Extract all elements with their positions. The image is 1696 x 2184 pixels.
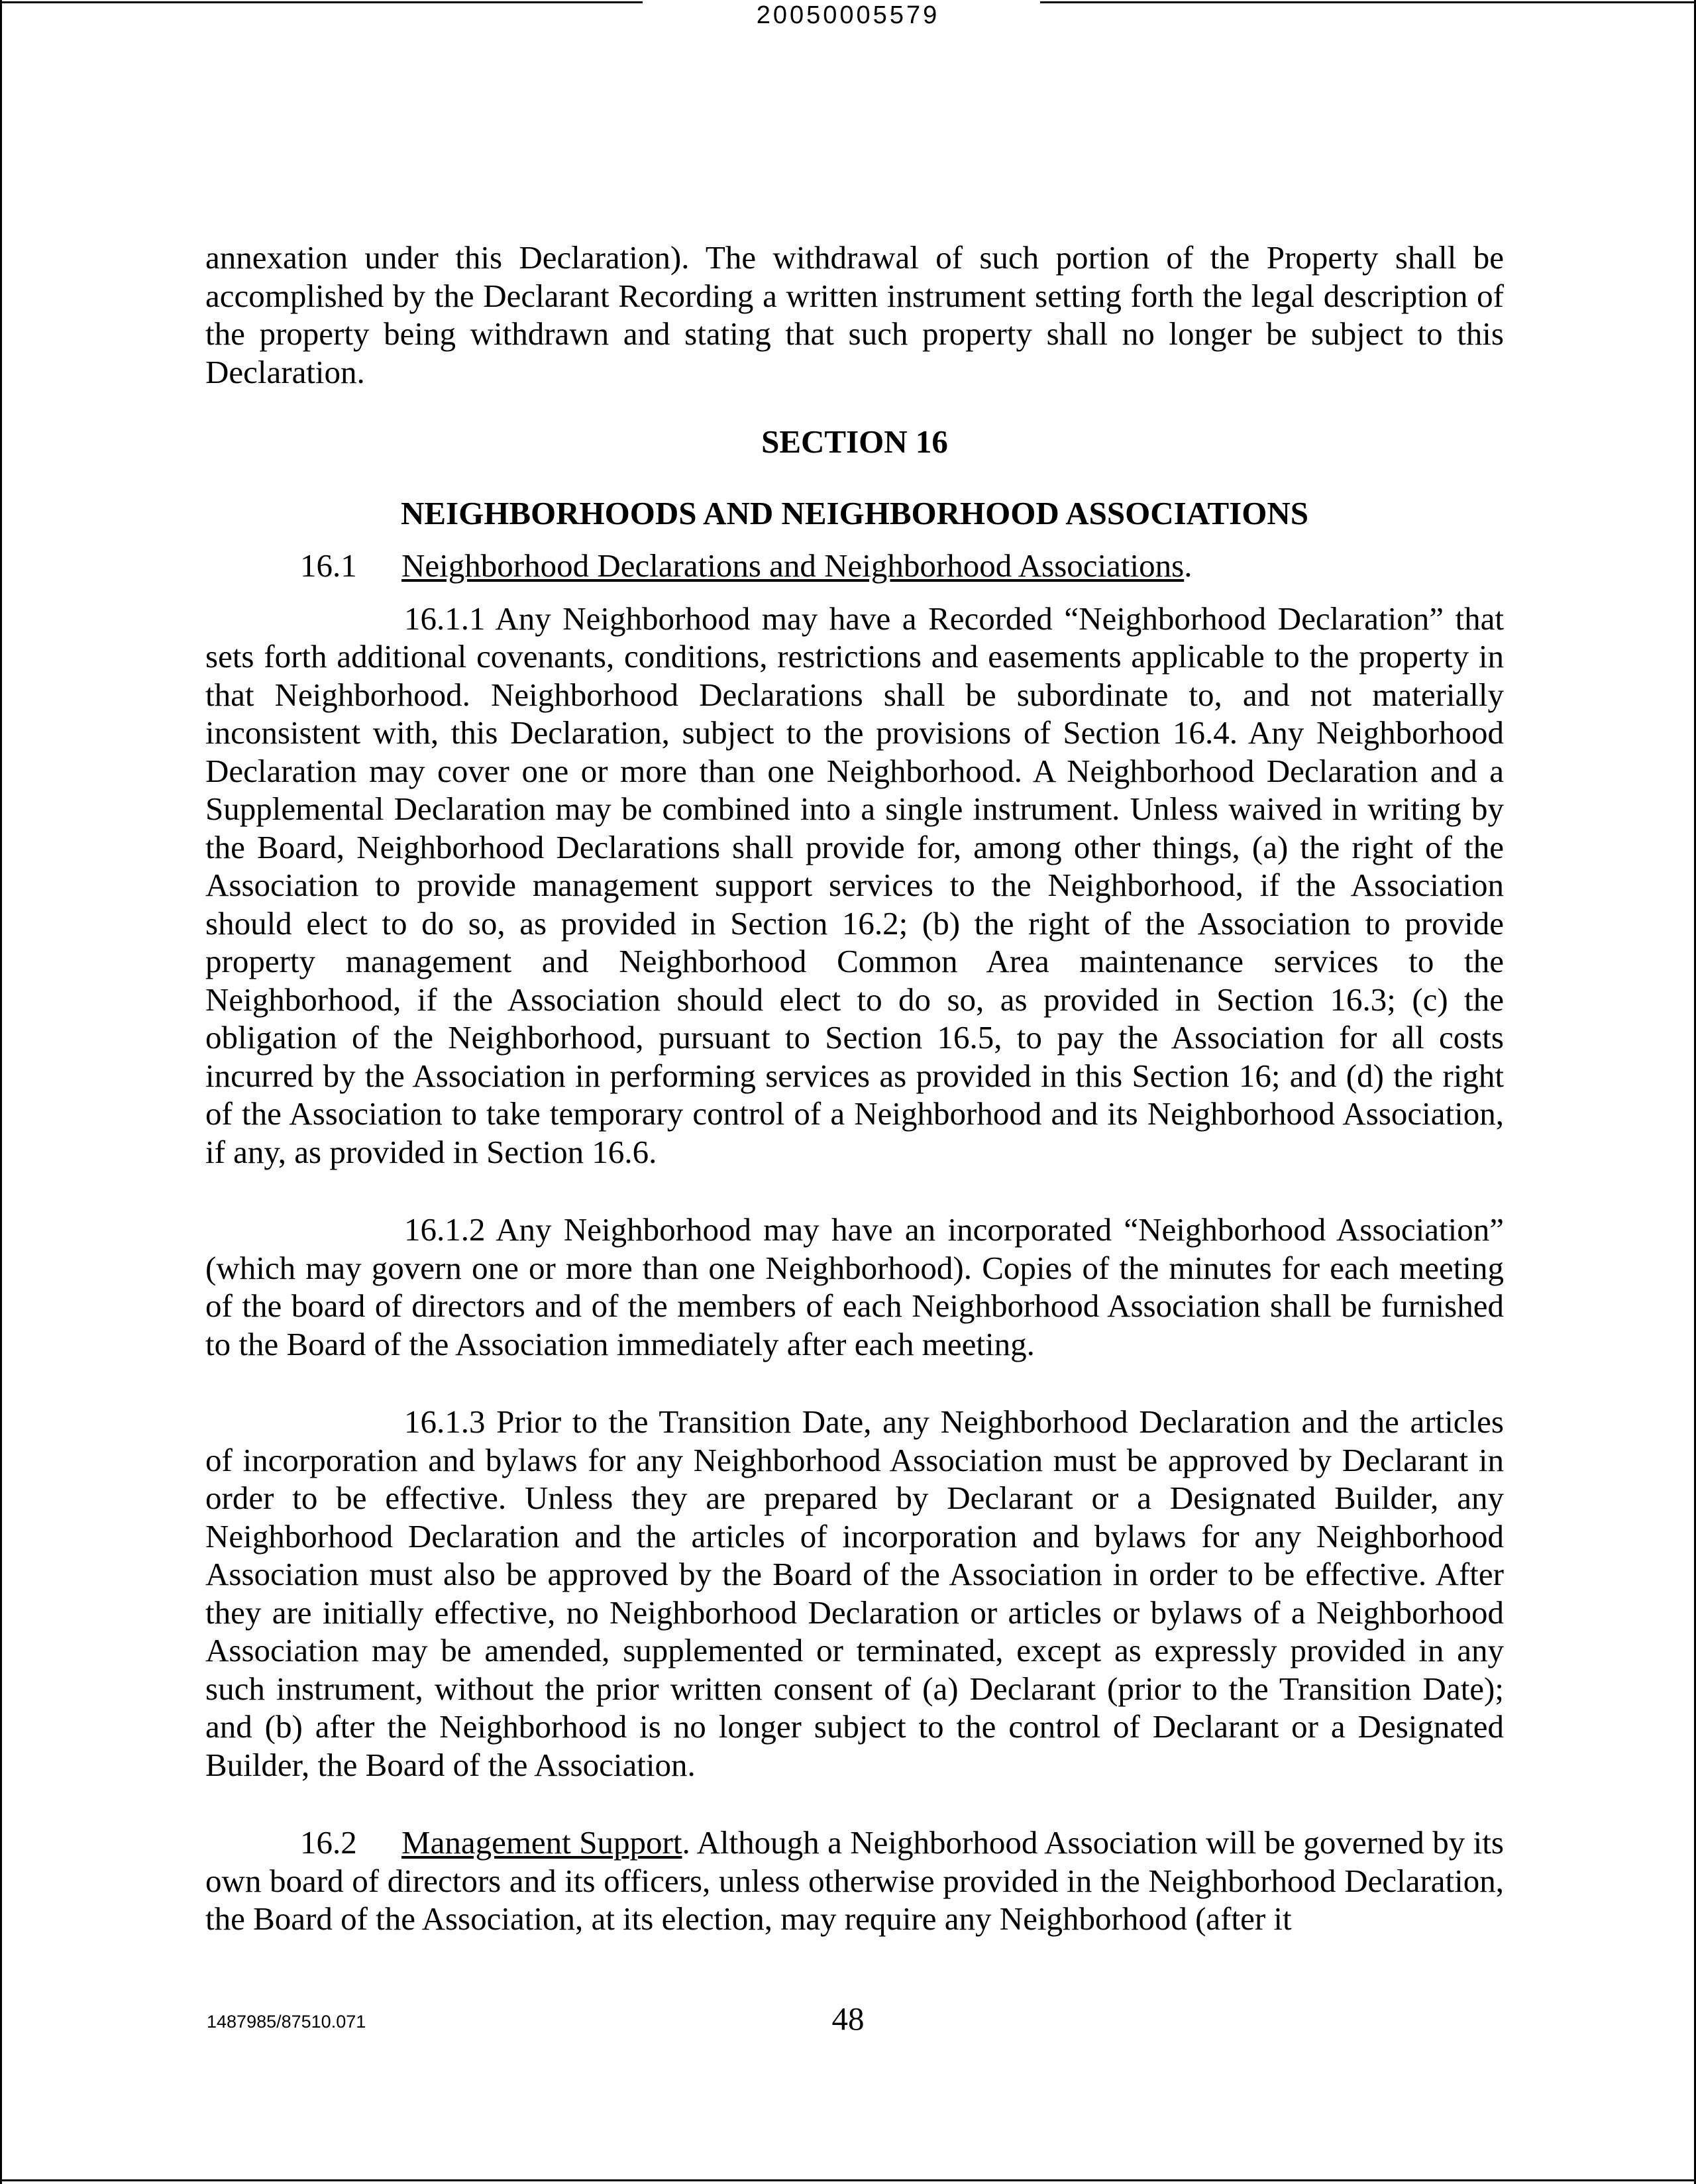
subsection-number: 16.1 <box>300 547 357 584</box>
scan-border-left <box>0 0 2 2184</box>
page-number: 48 <box>831 2000 865 2037</box>
page-body <box>205 239 1504 1938</box>
footer-document-id: 1487985/87510.071 <box>207 2012 366 2032</box>
heading-period: . <box>1184 547 1192 584</box>
paragraph-16-2-text: . Although a Neighborhood Association will be governed by its own board of directors and its officers, unless otherwise provided in the Neighborhood Declaration, the Board of the Association, at its election, may require any Neighborhood (after it <box>205 1824 1504 1937</box>
section-title: NEIGHBORHOODS AND NEIGHBORHOOD ASSOCIATIONS <box>400 494 1308 531</box>
paragraph-16-1-3: 16.1.3 Prior to the Transition Date, any Neighborhood Declaration and the articles of incorporation and bylaws for any Neighborhood Association must be approved by Declarant in order to be effective. Unless they are prepared by Declarant or a Designated Builder, any Neighborhood Declaration and the articles of incorporation and bylaws for any Neighborhood Association must also be approved by the Board of the Association in order to be effective. After they are initially effective, no Neighborhood Declaration or articles or bylaws of a Neighborhood Association may be amended, supplemented or terminated, except as expressly provided in any such instrument, without the prior written consent of (a) Declarant (prior to the Transition Date); and (b) after the Neighborhood is no longer subject to the control of Declarant or a Designated Builder, the Board of the Association. <box>205 1403 1504 1783</box>
subsection-title: Neighborhood Declarations and Neighborhood Associations <box>401 547 1185 584</box>
recording-number: 20050005579 <box>756 1 940 29</box>
scan-border-bottom <box>0 2179 1696 2181</box>
paragraph-16-2 <box>205 1824 1504 1938</box>
subsection-title: Management Support <box>401 1824 682 1861</box>
intro-paragraph: annexation under this Declaration). The withdrawal of such portion of the Property shall be accomplished by the Declarant Recording a written instrument setting forth the legal description of the property being withdrawn and stating that such property shall no longer be subject to this Declaration. <box>205 239 1504 390</box>
subsection-16-1-heading <box>205 547 1504 585</box>
section-number: SECTION 16 <box>761 423 948 460</box>
paragraph-16-1-1: 16.1.1 Any Neighborhood may have a Recorded “Neighborhood Declaration” that sets forth additional covenants, conditions, restrictions and easements applicable to the property in that Neighborhood. Neighborhood Declarations shall be subordinate to, and not materially inconsistent with, this Declaration, subject to the provisions of Section 16.4. Any Neighborhood Declaration may cover one or more than one Neighborhood. A Neighborhood Declaration and a Supplemental Declaration may be combined into a single instrument. Unless waived in writing by the Board, Neighborhood Declarations shall provide for, among other things, (a) the right of the Association to provide management support services to the Neighborhood, if the Association should elect to do so, as provided in Section 16.2; (b) the right of the Association to provide property management and Neighborhood Common Area maintenance services to the Neighborhood, if the Association should elect to do so, as provided in Section 16.3; (c) the obligation of the Neighborhood, pursuant to Section 16.5, to pay the Association for all costs incurred by the Association in performing services as provided in this Section 16; and (d) the right of the Association to take temporary control of a Neighborhood and its Neighborhood Association, if any, as provided in Section 16.6. <box>205 600 1504 1170</box>
subsection-number: 16.2 <box>300 1824 357 1861</box>
paragraph-16-1-2: 16.1.2 Any Neighborhood may have an incorporated “Neighborhood Association” (which may govern one or more than one Neighborhood). Copies of the minutes for each meeting of the board of directors and of the members of each Neighborhood Association shall be furnished to the Board of the Association immediately after each meeting. <box>205 1211 1504 1362</box>
